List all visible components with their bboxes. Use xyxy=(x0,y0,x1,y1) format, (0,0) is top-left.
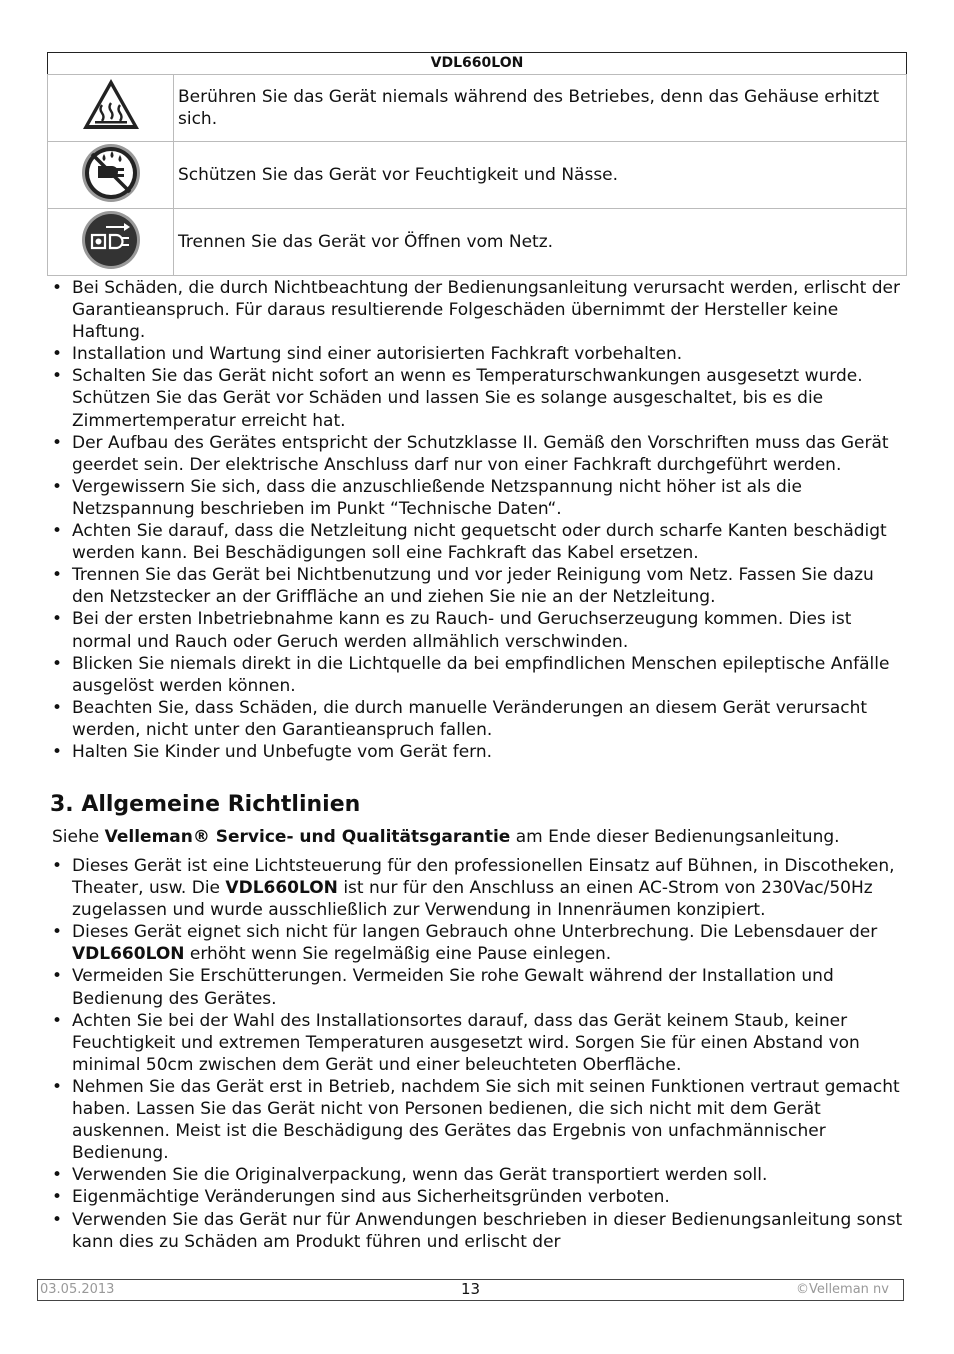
list-item: • Vergewissern Sie sich, dass die anzuschließende Netzspannung nicht höher ist als die Netzspannung beschrieben im Punkt “Technische Daten“. xyxy=(52,476,802,519)
warning-text: Trennen Sie das Gerät vor Öffnen vom Netz. xyxy=(174,209,907,276)
section-title: 3. Allgemeine Richtlinien xyxy=(50,792,361,817)
bullet-glyph: • xyxy=(52,1076,63,1097)
footer-date: 03.05.2013 xyxy=(40,1282,115,1297)
list-item: • Dieses Gerät eignet sich nicht für langen Gebrauch ohne Unterbrechung. Die Lebensdauer der VDL660LON erhöht wenn Sie regelmäßig eine Pause einlegen. xyxy=(52,922,878,965)
list-item: • Der Aufbau des Gerätes entspricht der Schutzklasse II. Gemäß den Vorschriften muss das Gerät geerdet sein. Der elektrische Anschluss darf nur von einer Fachkraft durchgeführt werden. xyxy=(52,432,889,475)
bullet-glyph: • xyxy=(52,609,63,630)
guideline-bullet-list xyxy=(50,855,908,1253)
bullet-glyph: • xyxy=(52,922,63,943)
bullet-glyph: • xyxy=(52,344,63,365)
warning-row xyxy=(48,75,907,142)
list-item: • Trennen Sie das Gerät bei Nichtbenutzung und vor jeder Reinigung vom Netz. Fassen Sie dazu den Netzstecker an der Griffläche an und ziehen Sie nie an der Netzleitung. xyxy=(52,565,874,608)
list-item: • Schalten Sie das Gerät nicht sofort an wenn es Temperaturschwankungen ausgesetzt wurde. Schützen Sie das Gerät vor Schäden und lassen Sie es solange ausgeschaltet, bis es die Zimmertemperatur erreicht hat. xyxy=(52,366,863,431)
bullet-glyph: • xyxy=(52,565,63,586)
bullet-glyph: • xyxy=(52,856,63,876)
disconnect-mains-icon xyxy=(80,209,142,271)
bullet-glyph: • xyxy=(52,653,63,674)
document-header xyxy=(47,52,907,75)
list-item: • Halten Sie Kinder und Unbefugte vom Gerät fern. xyxy=(52,741,493,762)
list-item: • Achten Sie darauf, dass die Netzleitung nicht gequetscht oder durch scharfe Kanten beschädigt werden kann. Bei Beschädigungen soll eine Fachkraft das Kabel ersetzen. xyxy=(52,521,887,564)
page-footer xyxy=(37,1279,904,1301)
list-item: • Vermeiden Sie Erschütterungen. Vermeiden Sie rohe Gewalt während der Installation und Bedienung des Gerätes. xyxy=(52,966,834,1009)
model-name: VDL660LON xyxy=(430,55,524,71)
warning-row xyxy=(48,209,907,276)
list-item: • Bei Schäden, die durch Nichtbeachtung der Bedienungsanleitung verursacht werden, erlischt der Garantieanspruch. Für daraus resultierende Folgeschäden übernimmt der Hersteller keine Haftung. xyxy=(52,278,900,343)
page-number: 13 xyxy=(460,1280,481,1298)
bullet-glyph: • xyxy=(52,1010,63,1031)
list-item: • Beachten Sie, dass Schäden, die durch manuelle Veränderungen an diesem Gerät verursacht werden, nicht unter den Garantieanspruch fallen. xyxy=(52,697,868,740)
list-item: • Nehmen Sie das Gerät erst in Betrieb, nachdem Sie sich mit seinen Funktionen vertraut gemacht haben. Lassen Sie das Gerät nicht von Personen bedienen, die sich nicht mit dem Gerät auskennen. Meist ist die Beschädigung des Gerätes das Ergebnis von unfachmännischer Bedienung. xyxy=(52,1076,900,1164)
footer-copyright: ©Velleman nv xyxy=(795,1282,889,1297)
warning-text: Schützen Sie das Gerät vor Feuchtigkeit und Nässe. xyxy=(174,142,907,209)
bullet-glyph: • xyxy=(52,278,63,298)
section-intro: Siehe Velleman® Service- und Qualitätsgarantie am Ende dieser Bedienungsanleitung. xyxy=(52,827,840,847)
warranty-reference: Velleman® Service- und Qualitätsgarantie xyxy=(104,827,511,847)
bullet-glyph: • xyxy=(52,966,63,987)
list-item: • Eigenmächtige Veränderungen sind aus Sicherheitsgründen verboten. xyxy=(52,1187,670,1208)
bullet-glyph: • xyxy=(52,476,63,497)
list-item: • Achten Sie bei der Wahl des Installationsortes darauf, dass das Gerät keinem Staub, keiner Feuchtigkeit und extremen Temperaturen ausgesetzt wird. Sorgen Sie für einen Abstand von minimal 50cm zwischen dem Gerät und einer beleuchteten Oberfläche. xyxy=(52,1010,860,1075)
protect-from-moisture-icon xyxy=(80,142,142,204)
list-item: • Bei der ersten Inbetriebnahme kann es zu Rauch- und Geruchserzeugung kommen. Dies ist normal und Rauch oder Geruch werden allmählich verschwinden. xyxy=(52,609,852,652)
list-item: • Verwenden Sie die Originalverpackung, wenn das Gerät transportiert werden soll. xyxy=(52,1165,768,1186)
list-item: • Verwenden Sie das Gerät nur für Anwendungen beschrieben in dieser Bedienungsanleitung sonst kann dies zu Schäden am Produkt führen und erlischt der xyxy=(52,1209,903,1252)
list-item: • Blicken Sie niemals direkt in die Lichtquelle da bei empfindlichen Menschen epileptische Anfälle ausgelöst werden können. xyxy=(52,653,890,696)
warning-table xyxy=(47,74,907,276)
bullet-glyph: • xyxy=(52,366,63,387)
warning-row xyxy=(48,142,907,209)
bullet-glyph: • xyxy=(52,521,63,542)
hot-surface-icon xyxy=(80,75,142,137)
list-item: • Dieses Gerät ist eine Lichtsteuerung für den professionellen Einsatz auf Bühnen, in Discotheken, Theater, usw. Die VDL660LON ist nur für den Anschluss an einen AC-Strom von 230Vac/50Hz zugelassen und wurde ausschließlich zur Verwendung in Innenräumen konzipiert. xyxy=(52,856,895,921)
bullet-glyph: • xyxy=(52,432,63,453)
warning-text: Berühren Sie das Gerät niemals während des Betriebes, denn das Gehäuse erhitzt sich. xyxy=(174,75,907,142)
safety-bullet-list xyxy=(50,277,908,763)
bullet-glyph: • xyxy=(52,1165,63,1186)
bullet-glyph: • xyxy=(52,1187,63,1208)
bullet-glyph: • xyxy=(52,697,63,718)
list-item: • Installation und Wartung sind einer autorisierten Fachkraft vorbehalten. xyxy=(52,344,683,365)
bullet-glyph: • xyxy=(52,1209,63,1230)
bullet-glyph: • xyxy=(52,741,63,762)
